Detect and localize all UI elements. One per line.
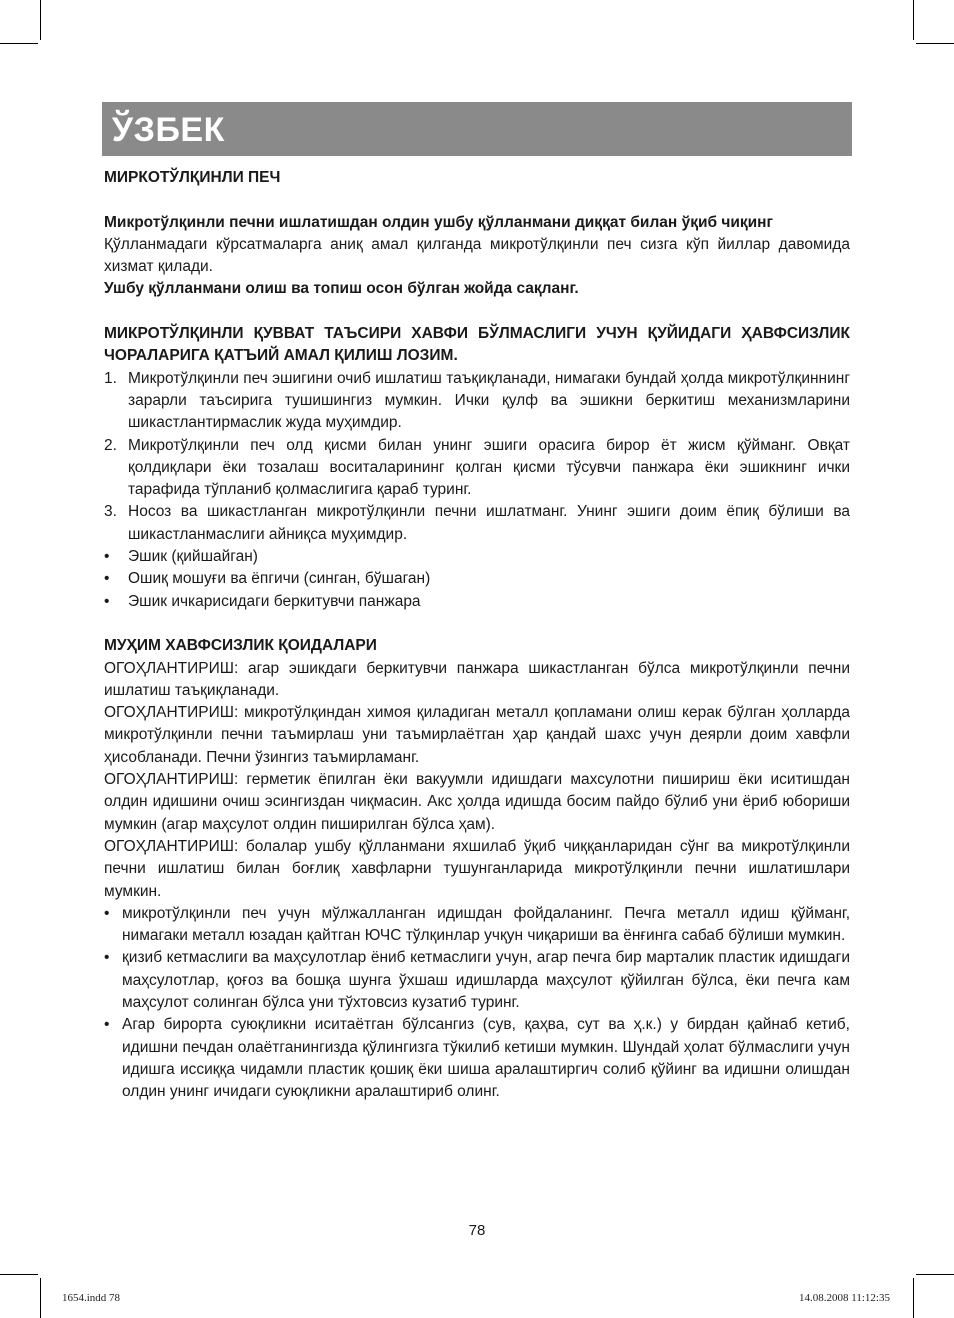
document-title: МИРКОТЎЛҚИНЛИ ПЕЧ	[104, 169, 281, 186]
footer-timestamp: 14.08.2008 11:12:35	[799, 1292, 890, 1304]
page-number: 78	[468, 1222, 486, 1239]
footer-file: 1654.indd 78	[62, 1292, 121, 1304]
item-text: Носоз ва шикастланган микротўлқинли печни ишлатманг. Унинг эшиги доим ёпиқ бўлиши ва шикастланмаслиги айниқса муҳимдир.	[128, 503, 850, 543]
list-item-text: Эшик (қийшайган)	[128, 548, 258, 566]
warning-paragraph: ОГОҲЛАНТИРИШ: герметик ёпилган ёки вакуумли идишдаги махсулотни пишириш ёки иситишдан олдин идишини очиш эсингиздан чиқмасин. Акс ҳолда идишда босим пайдо бўлиб уни ёриб юбориши мумкин (агар маҳсулот олдин пиширилган бўлса ҳам).	[104, 771, 850, 833]
bullet-icon: •	[104, 570, 110, 588]
list-item-text: қизиб кетмаслиги ва маҳсулотлар ёниб кетмаслиги учун, агар печга бир марталик пластик идишдаги маҳсулотлар, қоғоз ва бошқа шунга ўхшаш идишларда маҳсулот қўйилган бўлса, ёки печга кам маҳсулот солинган бўлса уни тўхтовсиз кузатиб туринг.	[122, 949, 850, 1011]
bullet-icon: •	[104, 1016, 110, 1034]
warning-paragraph: ОГОҲЛАНТИРИШ: агар эшикдаги беркитувчи панжара шикастланган бўлса микротўлқинли печни ишлатиш таъқиқланади.	[104, 659, 850, 699]
bullet-icon: •	[104, 548, 110, 566]
numbered-item	[104, 368, 850, 435]
list-item	[104, 568, 850, 590]
crop-mark	[916, 1274, 954, 1275]
intro-keep: Ушбу қўлланмани олиш ва топиш осон бўлган жойда сақланг.	[104, 280, 579, 298]
numbered-item	[104, 435, 850, 502]
list-item-text: Агар бирорта суюқликни иситаётган бўлсангиз (сув, қаҳва, сут ва ҳ.к.) у бирдан қайнаб кетиб, идишни печдан олаётганингизда қўлингизга тўкилиб кетиши мумкин. Шундай ҳолат бўлмаслиги учун идишга иссиққа чидамли пластик қошиқ ёки шиша аралаштиргич солиб қўйинг ва идишни олишдан олдин унинг ичидаги суюқликни аралаштириб олинг.	[122, 1016, 850, 1101]
language-banner	[102, 102, 852, 156]
crop-mark	[40, 0, 41, 40]
crop-mark	[0, 43, 38, 44]
crop-mark	[916, 43, 954, 44]
list-item	[104, 903, 850, 948]
list-item	[104, 546, 850, 568]
bullet-icon: •	[104, 949, 110, 967]
list-item-text: Эшик ичкарисидаги беркитувчи панжара	[128, 592, 421, 610]
document-body	[104, 167, 850, 1103]
list-item-text: Ошиқ мошуғи ва ёпгичи (синган, бўшаган)	[128, 570, 431, 588]
warning-paragraph: ОГОҲЛАНТИРИШ: микротўлқиндан химоя қиладиган металл қопламани олиш керак бўлган ҳолларда микротўлқинли печни таъмирлаш уни таъмирлаётган ҳар қандай шахс учун деярли доим хавфли ҳисобланади. Печни ўзингиз таъмирламанг.	[104, 704, 850, 766]
bullet-icon: •	[104, 592, 110, 610]
list-item-text: микротўлқинли печ учун мўлжалланган идишдан фойдаланинг. Печга металл идиш қўйманг, нимагаки металл юзадан қайтган ЮЧС тўлқинлар учқун чиқариши ва ёнғинга сабаб бўлиши мумкин.	[122, 904, 850, 945]
banner-title: ЎЗБЕК	[112, 111, 225, 149]
section-heading: МУҲИМ ХАВФСИЗЛИК ҚОИДАЛАРИ	[104, 637, 377, 655]
item-number: 3.	[104, 503, 117, 521]
intro-bold: Микротўлқинли печни ишлатишдан олдин ушбу қўлланмани диққат билан ўқиб чиқинг	[104, 213, 773, 231]
list-item	[104, 947, 850, 1014]
item-number: 2.	[104, 436, 117, 454]
list-item	[104, 591, 850, 613]
section-heading: МИКРОТЎЛҚИНЛИ ҚУВВАТ ТАЪСИРИ ХАВФИ БЎЛМАСЛИГИ УЧУН ҚУЙИДАГИ ҲАВФСИЗЛИК ЧОРАЛАРИГА ҚАТЪИЙ АМАЛ ҚИЛИШ ЛОЗИМ.	[104, 325, 850, 365]
item-number: 1.	[104, 369, 117, 387]
crop-mark	[40, 1278, 41, 1318]
crop-mark	[913, 1278, 914, 1318]
item-text: Микротўлқинли печ эшигини очиб ишлатиш таъқиқланади, нимагаки бундай ҳолда микротўлқиннинг зарарли таъсирига тушишингиз мумкин. Ички қулф ва эшикни беркитиш механизмларини шикастлантирмаслик жуда муҳимдир.	[128, 369, 850, 432]
item-text: Микротўлқинли печ олд қисми билан унинг эшиги орасига бирор ёт жисм қўйманг. Овқат қолдиқлари ёки тозалаш воситаларининг қолган қисми тўсувчи панжара ёки эшикнинг ички тарафида тўпланиб қолмаслигига қараб туринг.	[128, 436, 850, 499]
crop-mark	[0, 1274, 38, 1275]
bullet-icon: •	[104, 904, 110, 922]
crop-mark	[913, 0, 914, 40]
intro-text: Қўлланмадаги кўрсатмаларга аниқ амал қилганда микротўлқинли печ сизга кўп йиллар давомида хизмат қилади.	[104, 235, 850, 276]
list-item	[104, 1014, 850, 1103]
warning-paragraph: ОГОҲЛАНТИРИШ: болалар ушбу қўлланмани яхшилаб ўқиб чиққанларидан сўнг ва микротўлқинли печни ишлатиш билан боғлиқ хавфларни тушунганларида микротўлқинли печни ишлатишлари мумкин.	[104, 837, 850, 900]
numbered-item	[104, 501, 850, 546]
